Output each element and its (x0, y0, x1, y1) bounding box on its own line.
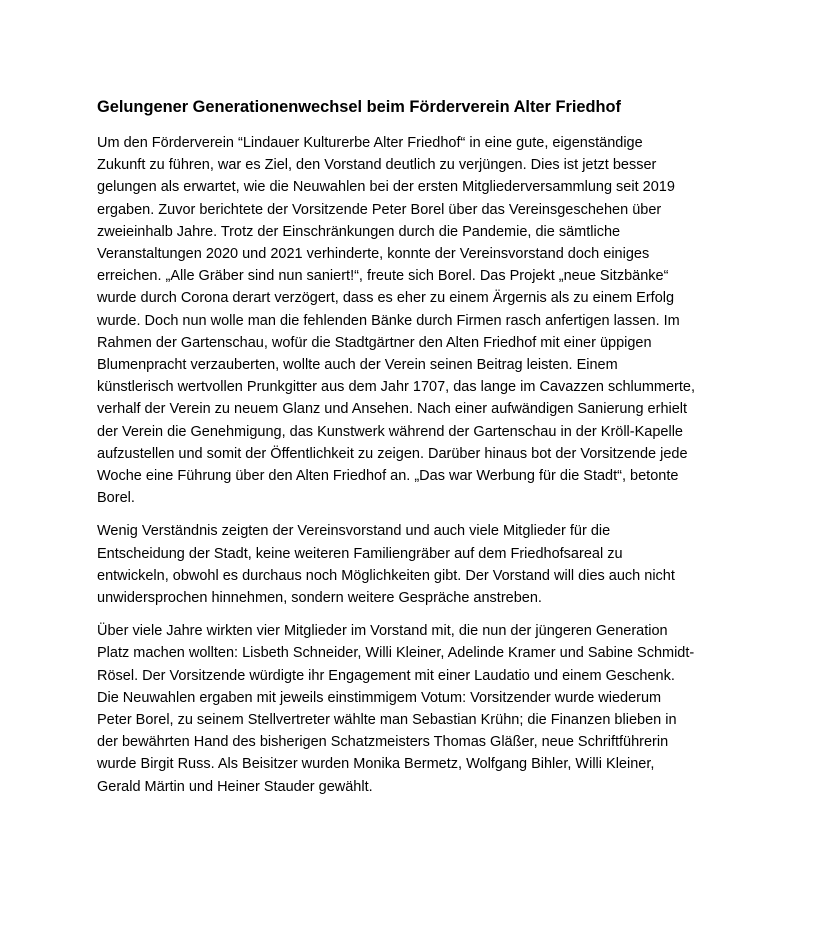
text-line: Gerald Märtin und Heiner Stauder gewählt. (97, 778, 373, 795)
text-line: Über viele Jahre wirkten vier Mitglieder im Vorstand mit, die nun der jüngeren Generation (97, 623, 668, 640)
text-line: zweieinhalb Jahre. Trotz der Einschränkungen durch die Pandemie, die sämtliche (97, 223, 621, 240)
text-line: wurde Birgit Russ. Als Beisitzer wurden Monika Bermetz, Wolfgang Bihler, Willi Kleiner, (97, 756, 655, 773)
text-line: Blumenpracht verzauberten, wollte auch der Verein seinen Beitrag leisten. Einem (97, 357, 618, 374)
text-line: Wenig Verständnis zeigten der Vereinsvorstand und auch viele Mitglieder für die (97, 523, 611, 540)
text-line: Die Neuwahlen ergaben mit jeweils einstimmigem Votum: Vorsitzender wurde wiederum (97, 689, 662, 706)
text-line: Zukunft zu führen, war es Ziel, den Vorstand deutlich zu verjüngen. Dies ist jetzt besser (97, 157, 657, 174)
text-line: Veranstaltungen 2020 und 2021 verhinderte, konnte der Vereinsvorstand doch einiges (97, 246, 650, 263)
document-page (97, 96, 747, 809)
paragraph-3 (97, 620, 747, 798)
paragraph-1 (97, 132, 747, 509)
text-line: Peter Borel, zu seinem Stellvertreter wählte man Sebastian Krühn; die Finanzen blieben in (97, 712, 677, 729)
text-line: Woche eine Führung über den Alten Friedhof an. „Das war Werbung für die Stadt“, betonte (97, 468, 679, 485)
text-line: Rahmen der Gartenschau, wofür die Stadtgärtner den Alten Friedhof mit einer üppigen (97, 334, 652, 351)
text-line: Rösel. Der Vorsitzende würdigte ihr Engagement mit einer Laudatio und einem Geschenk. (97, 667, 675, 684)
text-line: der Verein die Genehmigung, das Kunstwerk während der Gartenschau in der Kröll-Kapelle (97, 423, 683, 440)
text-line: aufzustellen und somit der Öffentlichkeit zu zeigen. Darüber hinaus bot der Vorsitzende jede (97, 445, 688, 462)
text-line: Platz machen wollten: Lisbeth Schneider, Willi Kleiner, Adelinde Kramer und Sabine Schmidt- (97, 645, 695, 662)
article-body (97, 132, 747, 798)
text-line: erreichen. „Alle Gräber sind nun saniert!“, freute sich Borel. Das Projekt „neue Sitzbänke“ (97, 268, 669, 285)
text-line: wurde. Doch nun wolle man die fehlenden Bänke durch Firmen rasch anfertigen lassen. Im (97, 312, 680, 329)
text-line: entwickeln, obwohl es durchaus noch Möglichkeiten gibt. Der Vorstand will dies auch nicht (97, 567, 675, 584)
text-line: verhalf der Verein zu neuem Glanz und Ansehen. Nach einer aufwändigen Sanierung erhielt (97, 401, 688, 418)
text-line: ergaben. Zuvor berichtete der Vorsitzende Peter Borel über das Vereinsgeschehen über (97, 201, 662, 218)
paragraph-2 (97, 520, 747, 609)
text-line: der bewährten Hand des bisherigen Schatzmeisters Thomas Gläßer, neue Schriftführerin (97, 734, 669, 751)
text-line: Borel. (97, 490, 135, 507)
text-line: gelungen als erwartet, wie die Neuwahlen bei der ersten Mitgliederversammlung seit 2019 (97, 179, 675, 196)
text-line: unwidersprochen hinnehmen, sondern weitere Gespräche anstreben. (97, 590, 542, 607)
text-line: wurde durch Corona derart verzögert, dass es eher zu einem Ärgernis als zu einem Erfolg (97, 290, 675, 307)
article-title: Gelungener Generationenwechsel beim Förderverein Alter Friedhof (97, 98, 622, 116)
text-line: Entscheidung der Stadt, keine weiteren Familiengräber auf dem Friedhofsareal zu (97, 545, 623, 562)
text-line: Um den Förderverein “Lindauer Kulturerbe Alter Friedhof“ in eine gute, eigenständige (97, 135, 643, 151)
text-line: künstlerisch wertvollen Prunkgitter aus dem Jahr 1707, das lange im Cavazzen schlummerte, (97, 379, 695, 396)
